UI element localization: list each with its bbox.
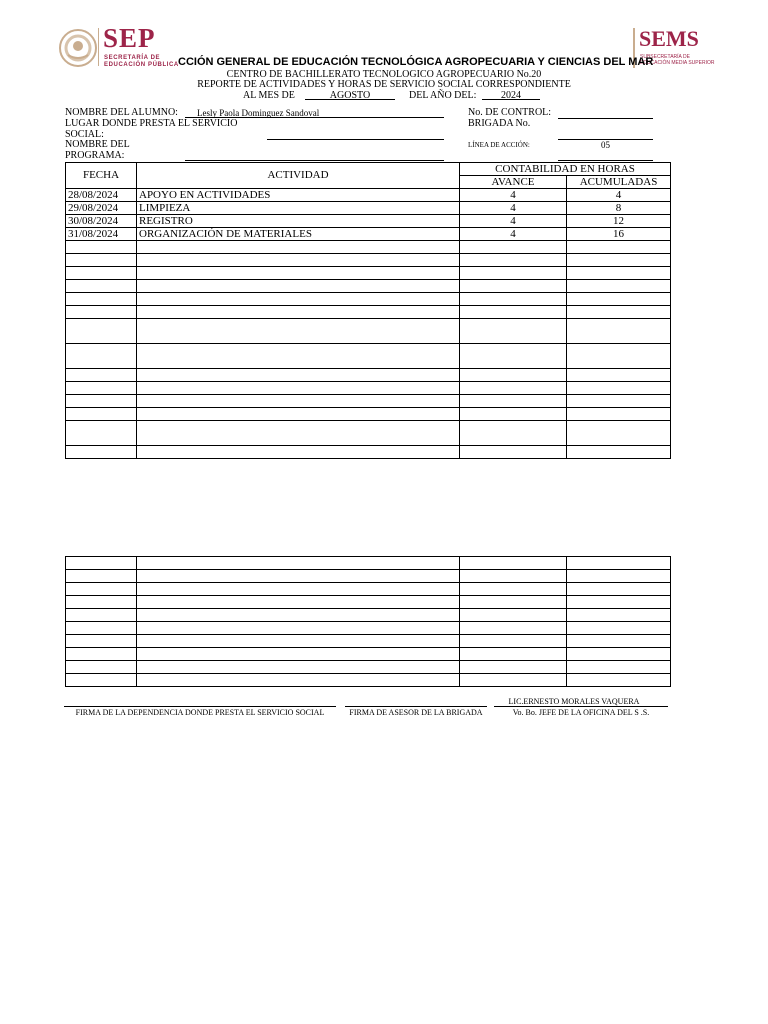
- student-label: NOMBRE DEL ALUMNO:: [65, 107, 178, 118]
- row-activity[interactable]: APOYO EN ACTIVIDADES: [137, 189, 460, 202]
- empty-row[interactable]: [66, 344, 671, 369]
- row-progress[interactable]: 4: [460, 202, 567, 215]
- program-field[interactable]: [185, 160, 444, 161]
- activity-table: [65, 162, 671, 459]
- table-row: [66, 215, 671, 228]
- row-progress[interactable]: 4: [460, 215, 567, 228]
- empty-row[interactable]: [66, 382, 671, 395]
- control-field[interactable]: [558, 118, 653, 119]
- empty-row[interactable]: [66, 622, 671, 635]
- sep-sub-1: SECRETARÍA DE: [104, 55, 161, 61]
- doc-title: CCIÓN GENERAL DE EDUCACIÓN TECNOLÓGICA AGROPECUARIA Y CIENCIAS DEL MAR: [178, 56, 654, 68]
- empty-row[interactable]: [66, 319, 671, 344]
- place-label-2: SOCIAL:: [65, 129, 104, 140]
- head-name: LIC.ERNESTO MORALES VAQUERA: [508, 697, 640, 706]
- school-name: CENTRO DE BACHILLERATO TECNOLOGICO AGROPECUARIO No.20: [226, 69, 542, 80]
- empty-row[interactable]: [66, 557, 671, 570]
- empty-row[interactable]: [66, 395, 671, 408]
- sig-dependency-label: FIRMA DE LA DEPENDENCIA DONDE PRESTA EL SERVICIO SOCIAL: [75, 708, 325, 717]
- sig-line-dependency: [64, 706, 336, 707]
- sig-line-advisor: [345, 706, 487, 707]
- student-value[interactable]: Lesly Paola Dominguez Sandoval: [197, 108, 320, 118]
- year-label: DEL AÑO DEL:: [409, 90, 477, 101]
- empty-row[interactable]: [66, 661, 671, 674]
- control-label: No. DE CONTROL:: [468, 107, 552, 118]
- year-value: 2024: [501, 90, 521, 101]
- month-label: AL MES DE: [243, 90, 295, 101]
- row-progress[interactable]: 4: [460, 228, 567, 241]
- header-hours: CONTABILIDAD EN HORAS: [460, 163, 671, 176]
- sems-wordmark: SEMS: [639, 26, 699, 51]
- sems-sub-2: EDUCACIÓN MEDIA SUPERIOR: [640, 60, 715, 66]
- row-activity[interactable]: REGISTRO: [137, 215, 460, 228]
- row-activity[interactable]: ORGANIZACIÓN DE MATERIALES: [137, 228, 460, 241]
- sems-sub-1: SUBSECRETARÍA DE: [640, 54, 690, 60]
- brigade-label: BRIGADA No.: [468, 118, 531, 129]
- table-row: [66, 189, 671, 202]
- national-seal-icon: [58, 28, 98, 68]
- empty-row[interactable]: [66, 254, 671, 267]
- empty-row[interactable]: [66, 306, 671, 319]
- header-accum: ACUMULADAS: [567, 176, 671, 189]
- empty-row[interactable]: [66, 648, 671, 661]
- sig-head-label: Vo. Bo. JEFE DE LA OFICINA DEL S .S.: [512, 708, 650, 717]
- empty-row[interactable]: [66, 674, 671, 687]
- sig-advisor-label: FIRMA DE ASESOR DE LA BRIGADA: [349, 708, 483, 717]
- empty-row[interactable]: [66, 596, 671, 609]
- header-date: FECHA: [66, 163, 137, 189]
- row-date[interactable]: 31/08/2024: [66, 228, 137, 241]
- row-date[interactable]: 28/08/2024: [66, 189, 137, 202]
- header-activity: ACTIVIDAD: [137, 163, 460, 189]
- empty-row[interactable]: [66, 570, 671, 583]
- empty-row[interactable]: [66, 369, 671, 382]
- sig-line-head: [494, 706, 668, 707]
- sep-sub-2: EDUCACIÓN PÚBLICA: [104, 62, 179, 68]
- empty-row[interactable]: [66, 241, 671, 254]
- header-progress: AVANCE: [460, 176, 567, 189]
- row-date[interactable]: 29/08/2024: [66, 202, 137, 215]
- row-accum[interactable]: 4: [567, 189, 671, 202]
- program-label-2: PROGRAMA:: [65, 150, 125, 161]
- empty-row[interactable]: [66, 609, 671, 622]
- empty-row[interactable]: [66, 635, 671, 648]
- table-row: [66, 228, 671, 241]
- empty-row[interactable]: [66, 408, 671, 421]
- row-progress[interactable]: 4: [460, 189, 567, 202]
- row-accum[interactable]: 12: [567, 215, 671, 228]
- empty-row[interactable]: [66, 280, 671, 293]
- place-label-1: LUGAR DONDE PRESTA EL SERVICIO: [65, 118, 238, 129]
- sep-wordmark: SEP: [103, 23, 156, 53]
- activity-table-continued: [65, 556, 671, 687]
- row-accum[interactable]: 16: [567, 228, 671, 241]
- row-date[interactable]: 30/08/2024: [66, 215, 137, 228]
- row-accum[interactable]: 8: [567, 202, 671, 215]
- empty-row[interactable]: [66, 421, 671, 446]
- place-field[interactable]: [267, 139, 444, 140]
- empty-row[interactable]: [66, 293, 671, 306]
- empty-row[interactable]: [66, 267, 671, 280]
- empty-row[interactable]: [66, 583, 671, 596]
- empty-row[interactable]: [66, 446, 671, 459]
- line-value[interactable]: 05: [601, 140, 610, 150]
- line-label: LÍNEA DE ACCIÓN:: [468, 141, 530, 149]
- sep-logo: [58, 23, 188, 71]
- report-title: REPORTE DE ACTIVIDADES Y HORAS DE SERVICIO SOCIAL CORRESPONDIENTE: [197, 79, 571, 90]
- month-value: AGOSTO: [329, 90, 371, 101]
- table-row: [66, 202, 671, 215]
- row-activity[interactable]: LIMPIEZA: [137, 202, 460, 215]
- program-label-1: NOMBRE DEL: [65, 139, 130, 150]
